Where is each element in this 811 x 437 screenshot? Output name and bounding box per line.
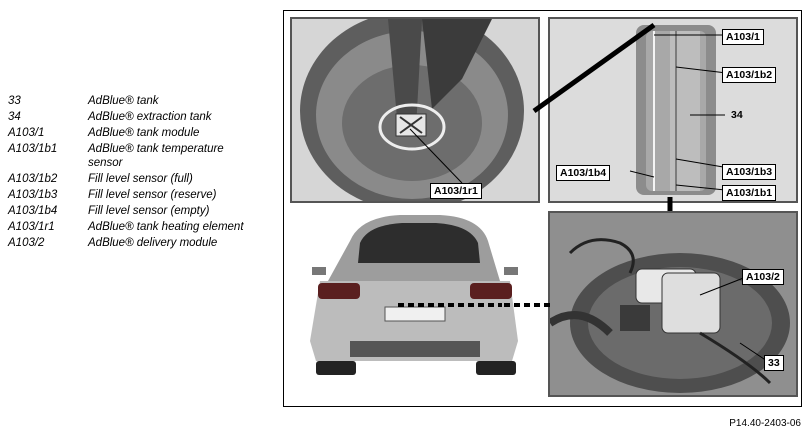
heating-element-photo [290,17,540,203]
legend-description: AdBlue® tank module [88,127,200,139]
tank-module-photo [548,17,798,203]
callout-extraction-tank: 34 [731,109,743,121]
legend-description: AdBlue® tank temperature sensor [88,143,224,169]
legend-row [8,142,268,170]
figure-frame [283,10,802,407]
legend-row [8,188,268,202]
callout-sensor-empty: A103/1b4 [556,165,610,181]
delivery-module-illustration [550,213,796,395]
callout-sensor-full: A103/1b2 [722,67,776,83]
legend-code: A103/1b2 [8,173,58,185]
legend-code: 34 [8,111,21,123]
legend-row [8,110,268,124]
legend [8,94,268,252]
legend-description: AdBlue® tank heating element [88,221,244,233]
legend-description: Fill level sensor (empty) [88,205,210,217]
callout-heating-element: A103/1r1 [430,183,482,199]
callout-delivery-module: A103/2 [742,269,784,285]
legend-row [8,204,268,218]
legend-description: AdBlue® delivery module [88,237,218,249]
callout-temp-sensor: A103/1b1 [722,185,776,201]
legend-code: A103/1r1 [8,221,55,233]
legend-description: AdBlue® tank [88,95,159,107]
legend-description: AdBlue® extraction tank [88,111,212,123]
delivery-module-photo [548,211,798,397]
callout-tank: 33 [764,355,784,371]
legend-row [8,220,268,234]
legend-code: A103/1 [8,127,45,139]
legend-code: A103/1b1 [8,143,58,155]
legend-code: A103/2 [8,237,45,249]
callout-sensor-reserve: A103/1b3 [722,164,776,180]
legend-row [8,172,268,186]
legend-description: Fill level sensor (reserve) [88,189,217,201]
legend-description: Fill level sensor (full) [88,173,193,185]
vehicle-rear-photo [290,211,540,401]
legend-code: A103/1b4 [8,205,58,217]
legend-row [8,236,268,250]
vehicle-rear-illustration [290,211,540,401]
figure-code: P14.40-2403-06 [729,418,801,429]
legend-code: A103/1b3 [8,189,58,201]
legend-row [8,94,268,108]
callout-tank-module: A103/1 [722,29,764,45]
legend-code: 33 [8,95,21,107]
heating-element-illustration [292,19,538,201]
legend-row [8,126,268,140]
